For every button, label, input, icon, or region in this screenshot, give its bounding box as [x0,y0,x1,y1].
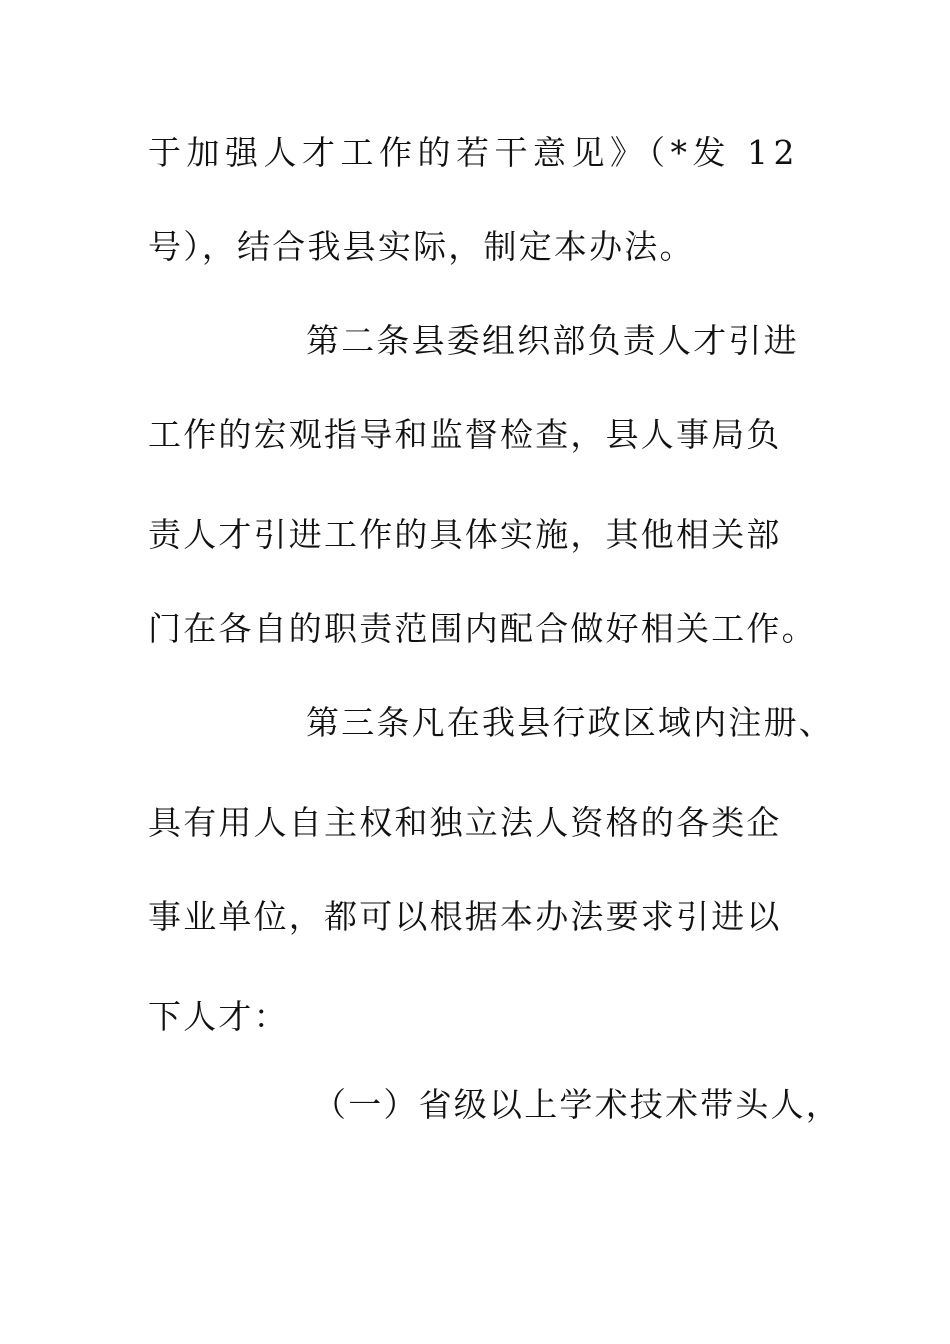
text-line: 下人才： [148,997,289,1036]
text-line: 门在各自的职责范围内配合做好相关工作。 [148,609,817,648]
text-line: 具有用人自主权和独立法人资格的各类企 [148,803,782,842]
text-line: 工作的宏观指导和监督检查，县人事局负 [148,415,782,454]
text-line: 事业单位，都可以根据本办法要求引进以 [148,897,782,936]
text-line: 号），结合我县实际，制定本办法。 [148,227,695,266]
text-line: 于加强人才工作的若干意见》（*发 12 [148,133,800,172]
paragraph-start-line: 第二条县委组织部负责人才引进 [306,321,799,360]
paragraph-start-line: 第三条凡在我县行政区域内注册、 [306,703,834,742]
list-item-line: （一）省级以上学术技术带头人， [313,1085,841,1124]
text-line: 责人才引进工作的具体实施，其他相关部 [148,515,782,554]
